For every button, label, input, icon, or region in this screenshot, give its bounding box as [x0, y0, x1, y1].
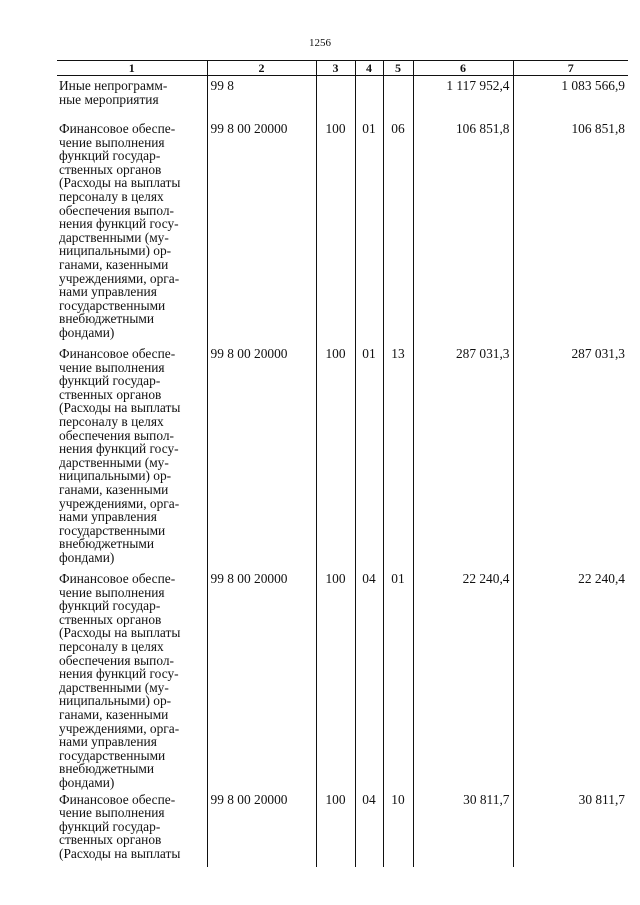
subsection-code: 01: [383, 569, 413, 790]
target-article-code: 99 8 00 20000: [207, 344, 316, 569]
expense-type-code: [316, 76, 355, 120]
amount-col-6: 22 240,4: [413, 569, 513, 790]
amount-col-6: 287 031,3: [413, 344, 513, 569]
expense-type-code: 100: [316, 790, 355, 867]
table-row: [57, 119, 628, 344]
amount-col-6: 106 851,8: [413, 119, 513, 344]
expense-name: Иные непрограмм- ные мероприятия: [57, 76, 207, 120]
column-header-5: 5: [383, 61, 413, 76]
target-article-code: 99 8 00 20000: [207, 119, 316, 344]
target-article-code: 99 8: [207, 76, 316, 120]
table-row: [57, 76, 628, 120]
table-row: [57, 344, 628, 569]
amount-col-7: 30 811,7: [513, 790, 628, 867]
amount-col-7: 1 083 566,9: [513, 76, 628, 120]
section-code: 01: [355, 344, 383, 569]
column-header-1: 1: [57, 61, 207, 76]
subsection-code: 06: [383, 119, 413, 344]
page-number: 1256: [309, 37, 331, 49]
expense-name: Финансовое обеспе- чение выполнения функций государ- ственных органов (Расходы на выплаты персоналу в целях обеспечения выпол- нения функций госу- дарственными (му- ниципальными) ор- ганами, казенными учреждениями, орга- нами управления государственными внебюджетными фондами): [57, 119, 207, 344]
subsection-code: 13: [383, 344, 413, 569]
section-code: 01: [355, 119, 383, 344]
amount-col-6: 30 811,7: [413, 790, 513, 867]
budget-table: [57, 60, 628, 867]
section-code: 04: [355, 790, 383, 867]
target-article-code: 99 8 00 20000: [207, 790, 316, 867]
expense-type-code: 100: [316, 569, 355, 790]
column-header-3: 3: [316, 61, 355, 76]
amount-col-6: 1 117 952,4: [413, 76, 513, 120]
target-article-code: 99 8 00 20000: [207, 569, 316, 790]
section-code: 04: [355, 569, 383, 790]
amount-col-7: 106 851,8: [513, 119, 628, 344]
expense-type-code: 100: [316, 344, 355, 569]
column-header-7: 7: [513, 61, 628, 76]
section-code: [355, 76, 383, 120]
column-header-2: 2: [207, 61, 316, 76]
column-header-6: 6: [413, 61, 513, 76]
subsection-code: [383, 76, 413, 120]
column-header-4: 4: [355, 61, 383, 76]
expense-name: Финансовое обеспе- чение выполнения функций государ- ственных органов (Расходы на выплаты: [57, 790, 207, 867]
table-row: [57, 790, 628, 867]
amount-col-7: 22 240,4: [513, 569, 628, 790]
subsection-code: 10: [383, 790, 413, 867]
expense-name: Финансовое обеспе- чение выполнения функций государ- ственных органов (Расходы на выплаты персоналу в целях обеспечения выпол- нения функций госу- дарственными (му- ниципальными) ор- ганами, казенными учреждениями, орга- нами управления государственными внебюджетными фондами): [57, 569, 207, 790]
expense-name: Финансовое обеспе- чение выполнения функций государ- ственных органов (Расходы на выплаты персоналу в целях обеспечения выпол- нения функций госу- дарственными (му- ниципальными) ор- ганами, казенными учреждениями, орга- нами управления государственными внебюджетными фондами): [57, 344, 207, 569]
table-header-row: [57, 61, 628, 76]
table-row: [57, 569, 628, 790]
expense-type-code: 100: [316, 119, 355, 344]
amount-col-7: 287 031,3: [513, 344, 628, 569]
